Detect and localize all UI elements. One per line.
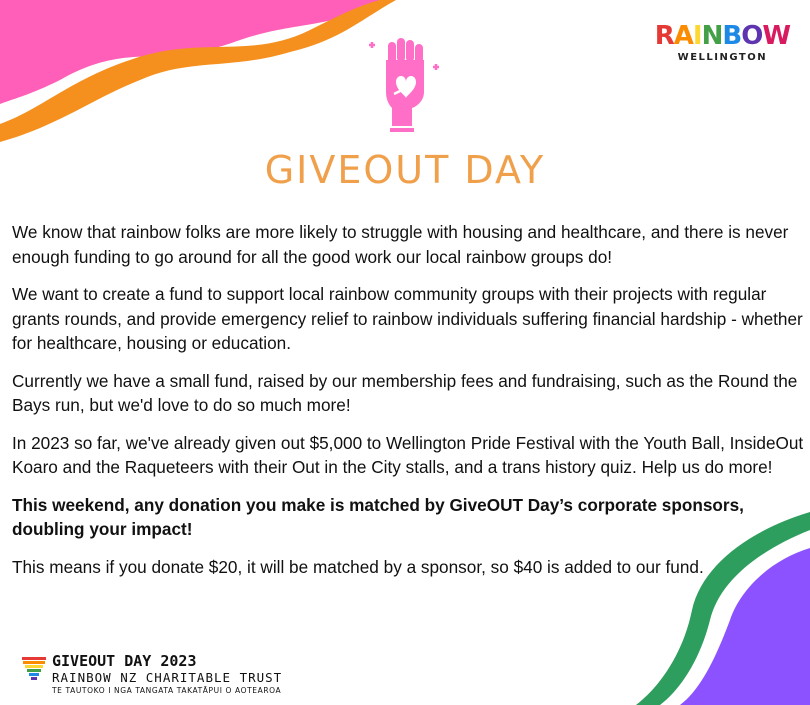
paragraph: We know that rainbow folks are more likely to struggle with housing and healthcare, and there is never enough funding to go around for all the good work our local rainbow groups do! [12,222,789,267]
paragraph-highlight: This weekend, any donation you make is matched by GiveOUT Day’s corporate sponsors, doubling your impact! [12,494,744,539]
footer-org: RAINBOW NZ CHARITABLE TRUST [52,670,283,685]
logo-letter: I [692,21,702,51]
paragraph: Currently we have a small fund, raised by our membership fees and fundraising, such as the Round the Bays run, but we'd love to do so much more! [12,370,798,415]
body-text [12,220,804,592]
logo-letter: N [701,21,723,51]
footer-tagline: TE TAUTOKO I NGA TANGATA TAKATĀPUI O AOTEAROA [52,686,282,695]
logo-wordmark [655,22,790,50]
footer-branding [24,653,282,696]
logo-letter: R [654,21,674,51]
rainbow-wellington-logo [655,22,790,63]
paragraph: We want to create a fund to support local rainbow community groups with their projects with regular grants rounds, and provide emergency relief to rainbow individuals suffering financial hardship - whether for healthcare, housing or education. [12,284,803,353]
logo-letter: O [741,21,763,51]
footer-event: GIVEOUT DAY 2023 [52,652,197,670]
logo-letter: B [722,21,742,51]
paragraph: In 2023 so far, we've already given out $5,000 to Wellington Pride Festival with the Youth Ball, InsideOut Koaro and the Raqueteers with their Out in the City stalls, and a trans history quiz. Help us do more! [12,432,804,477]
logo-letter: A [673,21,693,51]
paragraph: This means if you donate $20, it will be matched by a sponsor, so $40 is added to our fund. [12,556,704,577]
logo-letter: W [762,21,790,51]
raised-fist-heart-icon [366,34,446,134]
page-title: GIVEOUT DAY [264,148,546,192]
rainbow-heart-icon [22,657,46,687]
logo-subtitle: WELLINGTON [677,52,768,63]
